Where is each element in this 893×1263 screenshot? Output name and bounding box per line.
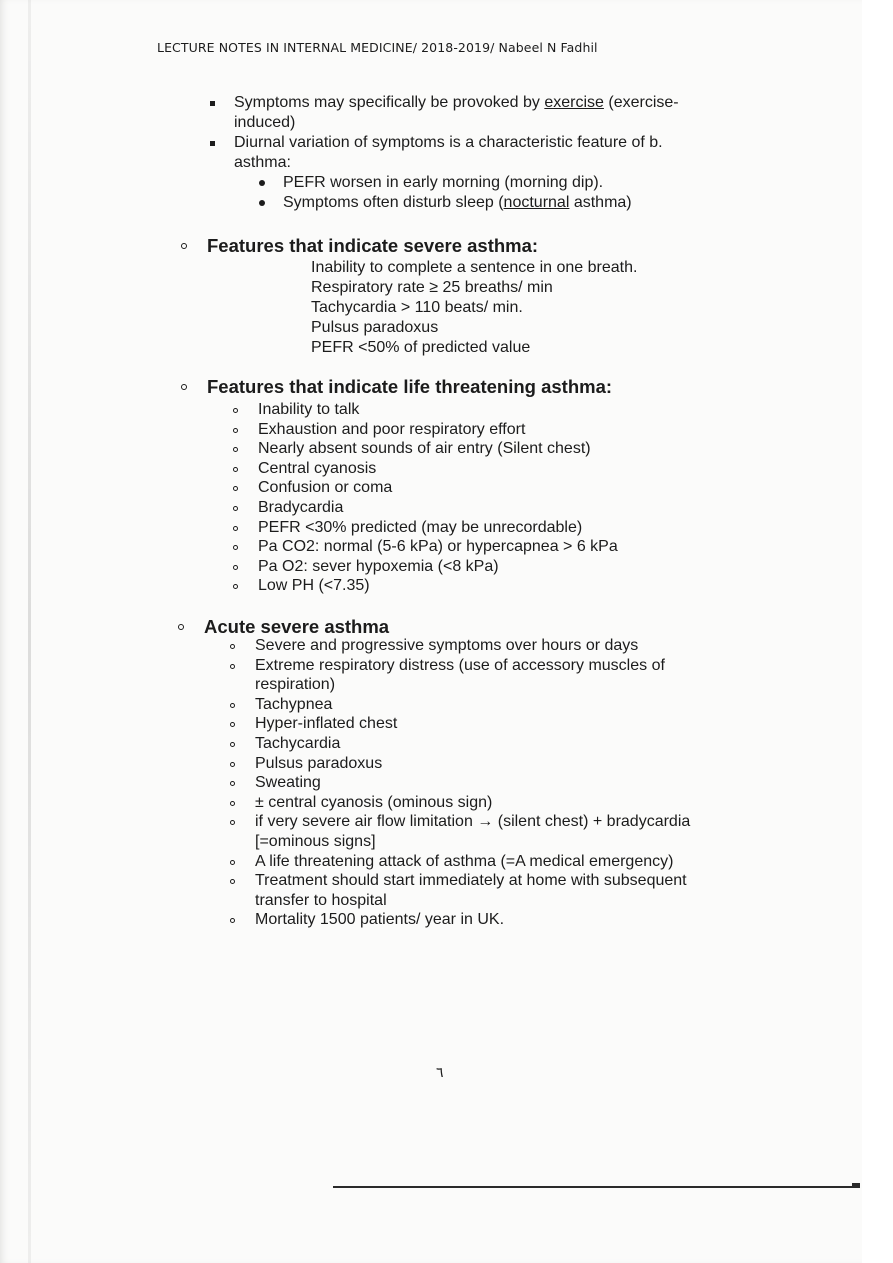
circle-bullet-icon bbox=[230, 703, 235, 708]
item-text-post: (exercise-induced) bbox=[234, 94, 679, 131]
circle-bullet-icon bbox=[233, 545, 238, 550]
circle-bullet-icon bbox=[230, 722, 235, 727]
intro-bullet-list bbox=[205, 93, 725, 213]
list-item: A life threatening attack of asthma (=A medical emergency) bbox=[229, 852, 719, 872]
square-bullet-icon bbox=[210, 141, 215, 146]
item-text-pre: Symptoms may specifically be provoked by bbox=[234, 94, 545, 111]
page-margin bbox=[862, 0, 893, 1263]
circle-bullet-icon bbox=[178, 624, 184, 630]
list-item: Central cyanosis bbox=[232, 459, 712, 479]
page-number: ٦ bbox=[436, 1064, 444, 1080]
dot-bullet-icon bbox=[259, 200, 265, 206]
list-item: Inability to talk bbox=[232, 400, 712, 420]
circle-bullet-icon bbox=[233, 447, 238, 452]
circle-bullet-icon bbox=[233, 526, 238, 531]
item-text: Diurnal variation of symptoms is a characteristic feature of b. asthma: bbox=[234, 134, 663, 171]
circle-bullet-icon bbox=[233, 486, 238, 491]
severe-asthma-section bbox=[181, 235, 538, 257]
list-item: Confusion or coma bbox=[232, 478, 712, 498]
list-item: PEFR <30% predicted (may be unrecordable) bbox=[232, 518, 712, 538]
running-header: LECTURE NOTES IN INTERNAL MEDICINE/ 2018-2019/ Nabeel N Fadhil bbox=[157, 40, 598, 55]
life-threatening-list bbox=[232, 400, 712, 596]
item-text-post: asthma) bbox=[569, 194, 632, 211]
list-item: Pa O2: sever hypoxemia (<8 kPa) bbox=[232, 557, 712, 577]
list-item: Severe and progressive symptoms over hours or days bbox=[229, 636, 719, 656]
list-item: Tachypnea bbox=[229, 695, 719, 715]
circle-bullet-icon bbox=[181, 384, 187, 390]
list-item: Nearly absent sounds of air entry (Silent chest) bbox=[232, 439, 712, 459]
list-item bbox=[205, 93, 725, 133]
list-item: Low PH (<7.35) bbox=[232, 576, 712, 596]
circle-bullet-icon bbox=[230, 879, 235, 884]
circle-bullet-icon bbox=[233, 584, 238, 589]
severe-asthma-lines bbox=[311, 258, 637, 358]
item-text-underlined: nocturnal bbox=[503, 194, 570, 211]
square-bullet-icon bbox=[210, 101, 215, 106]
circle-bullet-icon bbox=[230, 781, 235, 786]
feature-line: Inability to complete a sentence in one breath. bbox=[311, 259, 638, 276]
circle-bullet-icon bbox=[230, 644, 235, 649]
list-item: Mortality 1500 patients/ year in UK. bbox=[229, 910, 719, 930]
circle-bullet-icon bbox=[230, 664, 235, 669]
diurnal-sub-list bbox=[256, 173, 725, 213]
list-item: Exhaustion and poor respiratory effort bbox=[232, 420, 712, 440]
circle-bullet-icon bbox=[181, 243, 187, 249]
circle-bullet-icon bbox=[230, 801, 235, 806]
acute-severe-section bbox=[178, 616, 389, 638]
list-item: Sweating bbox=[229, 773, 719, 793]
footer-rule-tick bbox=[852, 1183, 860, 1186]
section-title: Features that indicate severe asthma: bbox=[181, 235, 538, 257]
feature-line: PEFR <50% of predicted value bbox=[311, 339, 531, 356]
circle-bullet-icon bbox=[230, 918, 235, 923]
circle-bullet-icon bbox=[230, 820, 235, 825]
list-item: Pulsus paradoxus bbox=[229, 754, 719, 774]
list-item: Tachycardia bbox=[229, 734, 719, 754]
list-item: Extreme respiratory distress (use of accessory muscles of respiration) bbox=[229, 656, 719, 695]
circle-bullet-icon bbox=[230, 742, 235, 747]
circle-bullet-icon bbox=[233, 467, 238, 472]
circle-bullet-icon bbox=[233, 408, 238, 413]
item-text-underlined: exercise bbox=[544, 94, 604, 111]
feature-line: Tachycardia > 110 beats/ min. bbox=[311, 299, 523, 316]
circle-bullet-icon bbox=[233, 428, 238, 433]
list-item: if very severe air flow limitation → (silent chest) + bradycardia [=ominous signs] bbox=[229, 812, 719, 851]
item-text: PEFR worsen in early morning (morning dip). bbox=[283, 174, 604, 191]
section-title: Acute severe asthma bbox=[178, 616, 389, 638]
list-item bbox=[256, 173, 725, 193]
dot-bullet-icon bbox=[259, 180, 265, 186]
circle-bullet-icon bbox=[233, 506, 238, 511]
feature-line: Pulsus paradoxus bbox=[311, 319, 439, 336]
list-item: Treatment should start immediately at home with subsequent transfer to hospital bbox=[229, 871, 719, 910]
list-item: Hyper-inflated chest bbox=[229, 714, 719, 734]
feature-line: Respiratory rate ≥ 25 breaths/ min bbox=[311, 279, 553, 296]
list-item: Pa CO2: normal (5-6 kPa) or hypercapnea > 6 kPa bbox=[232, 537, 712, 557]
circle-bullet-icon bbox=[230, 860, 235, 865]
item-text-pre: Symptoms often disturb sleep ( bbox=[283, 194, 504, 211]
circle-bullet-icon bbox=[230, 762, 235, 767]
list-item bbox=[256, 193, 725, 213]
list-item: ± central cyanosis (ominous sign) bbox=[229, 793, 719, 813]
acute-severe-list bbox=[229, 636, 719, 930]
life-threatening-section bbox=[181, 376, 612, 398]
section-title: Features that indicate life threatening asthma: bbox=[181, 376, 612, 398]
binding-shadow bbox=[28, 0, 31, 1263]
footer-rule bbox=[333, 1186, 860, 1188]
list-item: Bradycardia bbox=[232, 498, 712, 518]
circle-bullet-icon bbox=[233, 565, 238, 570]
list-item bbox=[205, 133, 725, 173]
